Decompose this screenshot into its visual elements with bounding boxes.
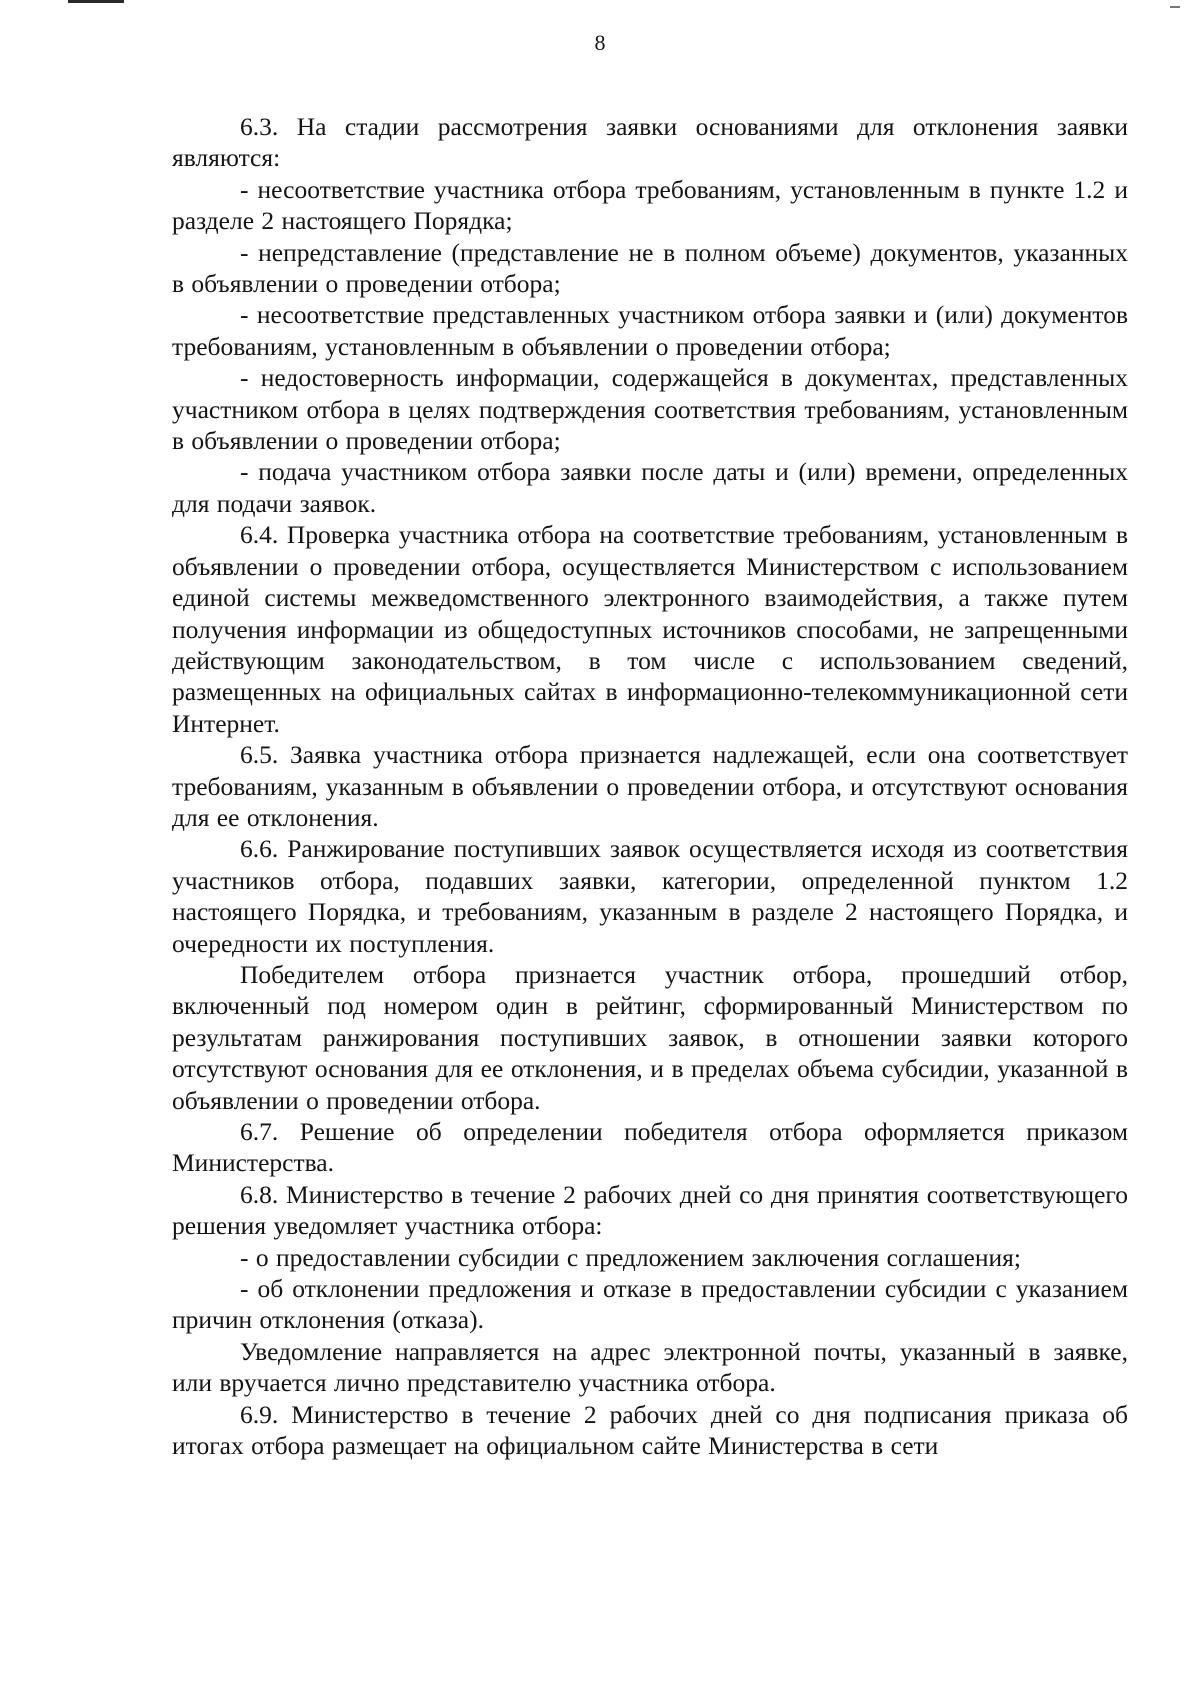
list-item: - о предоставлении субсидии с предложением заключения соглашения;	[240, 1242, 1021, 1272]
list-item: - несоответствие представленных участником отбора заявки и (или) документов требованиям, установленным в объявлении о проведении отбора;	[172, 300, 1128, 361]
document-body	[172, 111, 1128, 1461]
scan-edge-mark	[1170, 6, 1180, 8]
paragraph-6-4: 6.4. Проверка участника отбора на соответствие требованиям, установленным в объявлении о проведении отбора, осуществляется Министерством с использованием единой системы межведомственного электронного взаимодействия, а также путем получения информации из общедоступных источников способами, не запрещенными действующим законодательством, в том числе с использованием сведений, размещенных на официальных сайтах в информационно-телекоммуникационной сети Интернет.	[172, 520, 1128, 738]
paragraph-6-8: 6.8. Министерство в течение 2 рабочих дней со дня принятия соответствующего решения уведомляет участника отбора:	[172, 1179, 1128, 1241]
paragraph-winner: Победителем отбора признается участник отбора, прошедший отбор, включенный под номером один в рейтинг, сформированный Министерством по результатам ранжирования поступивших заявок, в отношении заявки которого отсутствуют основания для ее отклонения, и в пределах объема субсидии, указанной в объявлении о проведении отбора.	[172, 959, 1128, 1115]
paragraph-notification: Уведомление направляется на адрес электронной почты, указанный в заявке, или вручается лично представителю участника отбора.	[172, 1336, 1128, 1398]
list-item: - несоответствие участника отбора требованиям, установленным в пункте 1.2 и разделе 2 настоящего Порядка;	[172, 174, 1128, 236]
paragraph-6-6: 6.6. Ранжирование поступивших заявок осуществляется исходя из соответствия участников отбора, подавших заявки, категории, определенной пунктом 1.2 настоящего Порядка, и требованиям, указанным в разделе 2 настоящего Порядка, и очередности их поступления.	[172, 834, 1128, 958]
list-item: - недостоверность информации, содержащейся в документах, представленных участником отбора в целях подтверждения соответствия требованиям, установленным в объявлении о проведении отбора;	[172, 363, 1128, 456]
paragraph-6-7: 6.7. Решение об определении победителя отбора оформляется приказом Министерства.	[172, 1117, 1128, 1178]
list-item: - об отклонении предложения и отказе в предоставлении субсидии с указанием причин отклонения (отказа).	[172, 1274, 1128, 1335]
page-number: 8	[594, 30, 606, 55]
paragraph-6-5: 6.5. Заявка участника отбора признается надлежащей, если она соответствует требованиям, указанным в объявлении о проведении отбора, и отсутствуют основания для ее отклонения.	[172, 740, 1128, 832]
paragraph-6-9: 6.9. Министерство в течение 2 рабочих дней со дня подписания приказа об итогах отбора размещает на официальном сайте Министерства в сети	[172, 1399, 1128, 1461]
list-item: - подача участником отбора заявки после даты и (или) времени, определенных для подачи заявок.	[172, 457, 1128, 518]
list-item: - непредставление (представление не в полном объеме) документов, указанных в объявлении о проведении отбора;	[172, 237, 1128, 299]
scan-edge-mark	[68, 0, 124, 3]
paragraph-6-3: 6.3. На стадии рассмотрения заявки основаниями для отклонения заявки являются:	[172, 112, 1128, 173]
